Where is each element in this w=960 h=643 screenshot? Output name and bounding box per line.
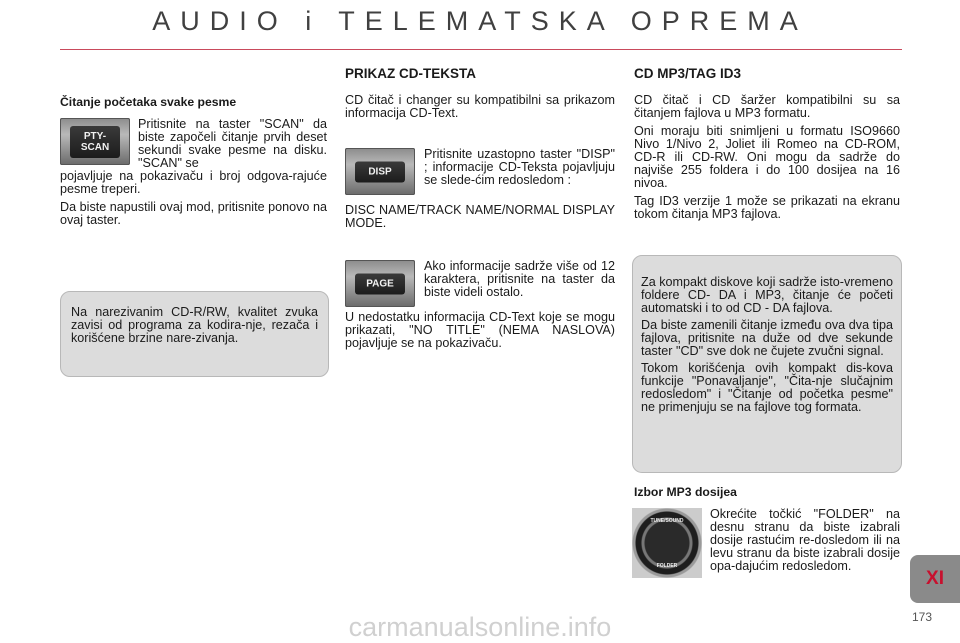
right-paragraph-1: CD čitač i CD šaržer kompatibilni su sa čitanjem fajlova u MP3 formatu.	[634, 93, 900, 120]
middle-paragraph-4: Ako informacije sadrže više od 12 karaktera, pritisnite na taster da biste videli ostalo.	[424, 259, 615, 299]
right-note-paragraph-2: Da biste zamenili čitanje između ova dva tipa fajlova, pritisnite na duže od dve sekunde taster "CD" sve dok ne čujete zvučni signal.	[641, 318, 893, 358]
left-note-text: Na narezivanim CD-R/RW, kvalitet zvuka zavisi od programa za kodira-nje, rezača i korišćene brzine nare-zivanja.	[71, 305, 318, 345]
right-note-paragraph-3: Tokom korišćenja ovih kompakt dis-kova funkcije "Ponavaljanje", "Čita-nje slučajnim redosledom" i "Čitanje od početka pesme" ne primenjuju se na fajlove tog formata.	[641, 361, 893, 414]
right-heading: CD MP3/TAG ID3	[634, 66, 742, 81]
page-button-image	[345, 260, 415, 307]
left-note-box	[60, 291, 329, 377]
knob-top-label: TUNE/SOUND	[650, 518, 684, 524]
right-subtitle: Izbor MP3 dosijea	[634, 485, 737, 499]
page-label: PAGE	[355, 273, 405, 294]
page-title: AUDIO i TELEMATSKA OPREMA	[152, 6, 808, 36]
left-text-1b	[60, 170, 327, 232]
left-subtitle: Čitanje početaka svake pesme	[60, 95, 237, 109]
middle-text-3	[345, 204, 615, 235]
middle-paragraph-1: CD čitač i changer su kompatibilni sa prikazom informacija CD-Text.	[345, 93, 615, 120]
right-paragraph-4: Okrećite točkić "FOLDER" na desnu stranu da biste izabrali dosije rastućim re-dosledom ili na levu stranu da biste izabrali dosije opa-dajućim redosledom.	[710, 507, 900, 573]
middle-paragraph-5: U nedostatku informacija CD-Text koje se mogu prikazati, "NO TITLE" (NEMA NASLOVA) pojavljuje se na pokazivaču.	[345, 310, 615, 350]
folder-knob-icon	[632, 508, 702, 578]
disp-button-image	[345, 148, 415, 195]
right-note-box	[632, 255, 902, 473]
right-note-paragraph-1: Za kompakt diskove koji sadrže isto-vremeno foldere CD- DA i MP3, čitanje će početi automatski i to od CD - DA fajlova.	[641, 275, 893, 315]
chapter-tab: XI	[910, 555, 960, 603]
disp-label: DISP	[355, 161, 405, 182]
page-number: 173	[912, 610, 933, 624]
left-text-1a	[138, 118, 327, 175]
middle-text-5	[345, 311, 615, 355]
right-paragraph-3: Tag ID3 verzije 1 može se prikazati na ekranu tokom čitanja MP3 fajlova.	[634, 194, 900, 221]
left-paragraph-1a: Pritisnite na taster "SCAN" da biste započeli čitanje prvih deset sekundi svake pesme na disku. "SCAN" se	[138, 117, 327, 170]
middle-paragraph-2: Pritisnite uzastopno taster "DISP" ; informacije CD-Teksta pojavljuju se slede-ćim redosledom :	[424, 147, 615, 187]
right-text-block	[634, 94, 900, 226]
left-paragraph-1b: pojavljuje na pokazivaču i broj odgova-rajuće pesme treperi.	[60, 169, 327, 196]
left-paragraph-2: Da biste napustili ovaj mod, pritisnite ponovo na ovaj taster.	[60, 200, 327, 227]
middle-text-2	[424, 148, 615, 192]
middle-text-4	[424, 260, 615, 304]
right-paragraph-2: Oni moraju biti snimljeni u formatu ISO9660 Nivo 1/Nivo 2, Joliet ili Romeo na CD-ROM, CD-R ili CD-RW. Oni mogu da sadrže do najviše 255 foldera i do 100 dosijea na 16 nivoa.	[634, 124, 900, 190]
right-text-4	[710, 508, 900, 578]
watermark: carmanualsonline.info	[348, 612, 612, 642]
middle-text-1	[345, 94, 615, 125]
knob-bottom-label: FOLDER	[656, 563, 678, 569]
middle-paragraph-3: DISC NAME/TRACK NAME/NORMAL DISPLAY MODE.	[345, 203, 615, 230]
pty-scan-label: PTY-SCAN	[70, 126, 120, 158]
title-divider	[60, 49, 902, 50]
pty-scan-button-image	[60, 118, 130, 165]
middle-heading: PRIKAZ CD-TEKSTA	[345, 66, 476, 81]
